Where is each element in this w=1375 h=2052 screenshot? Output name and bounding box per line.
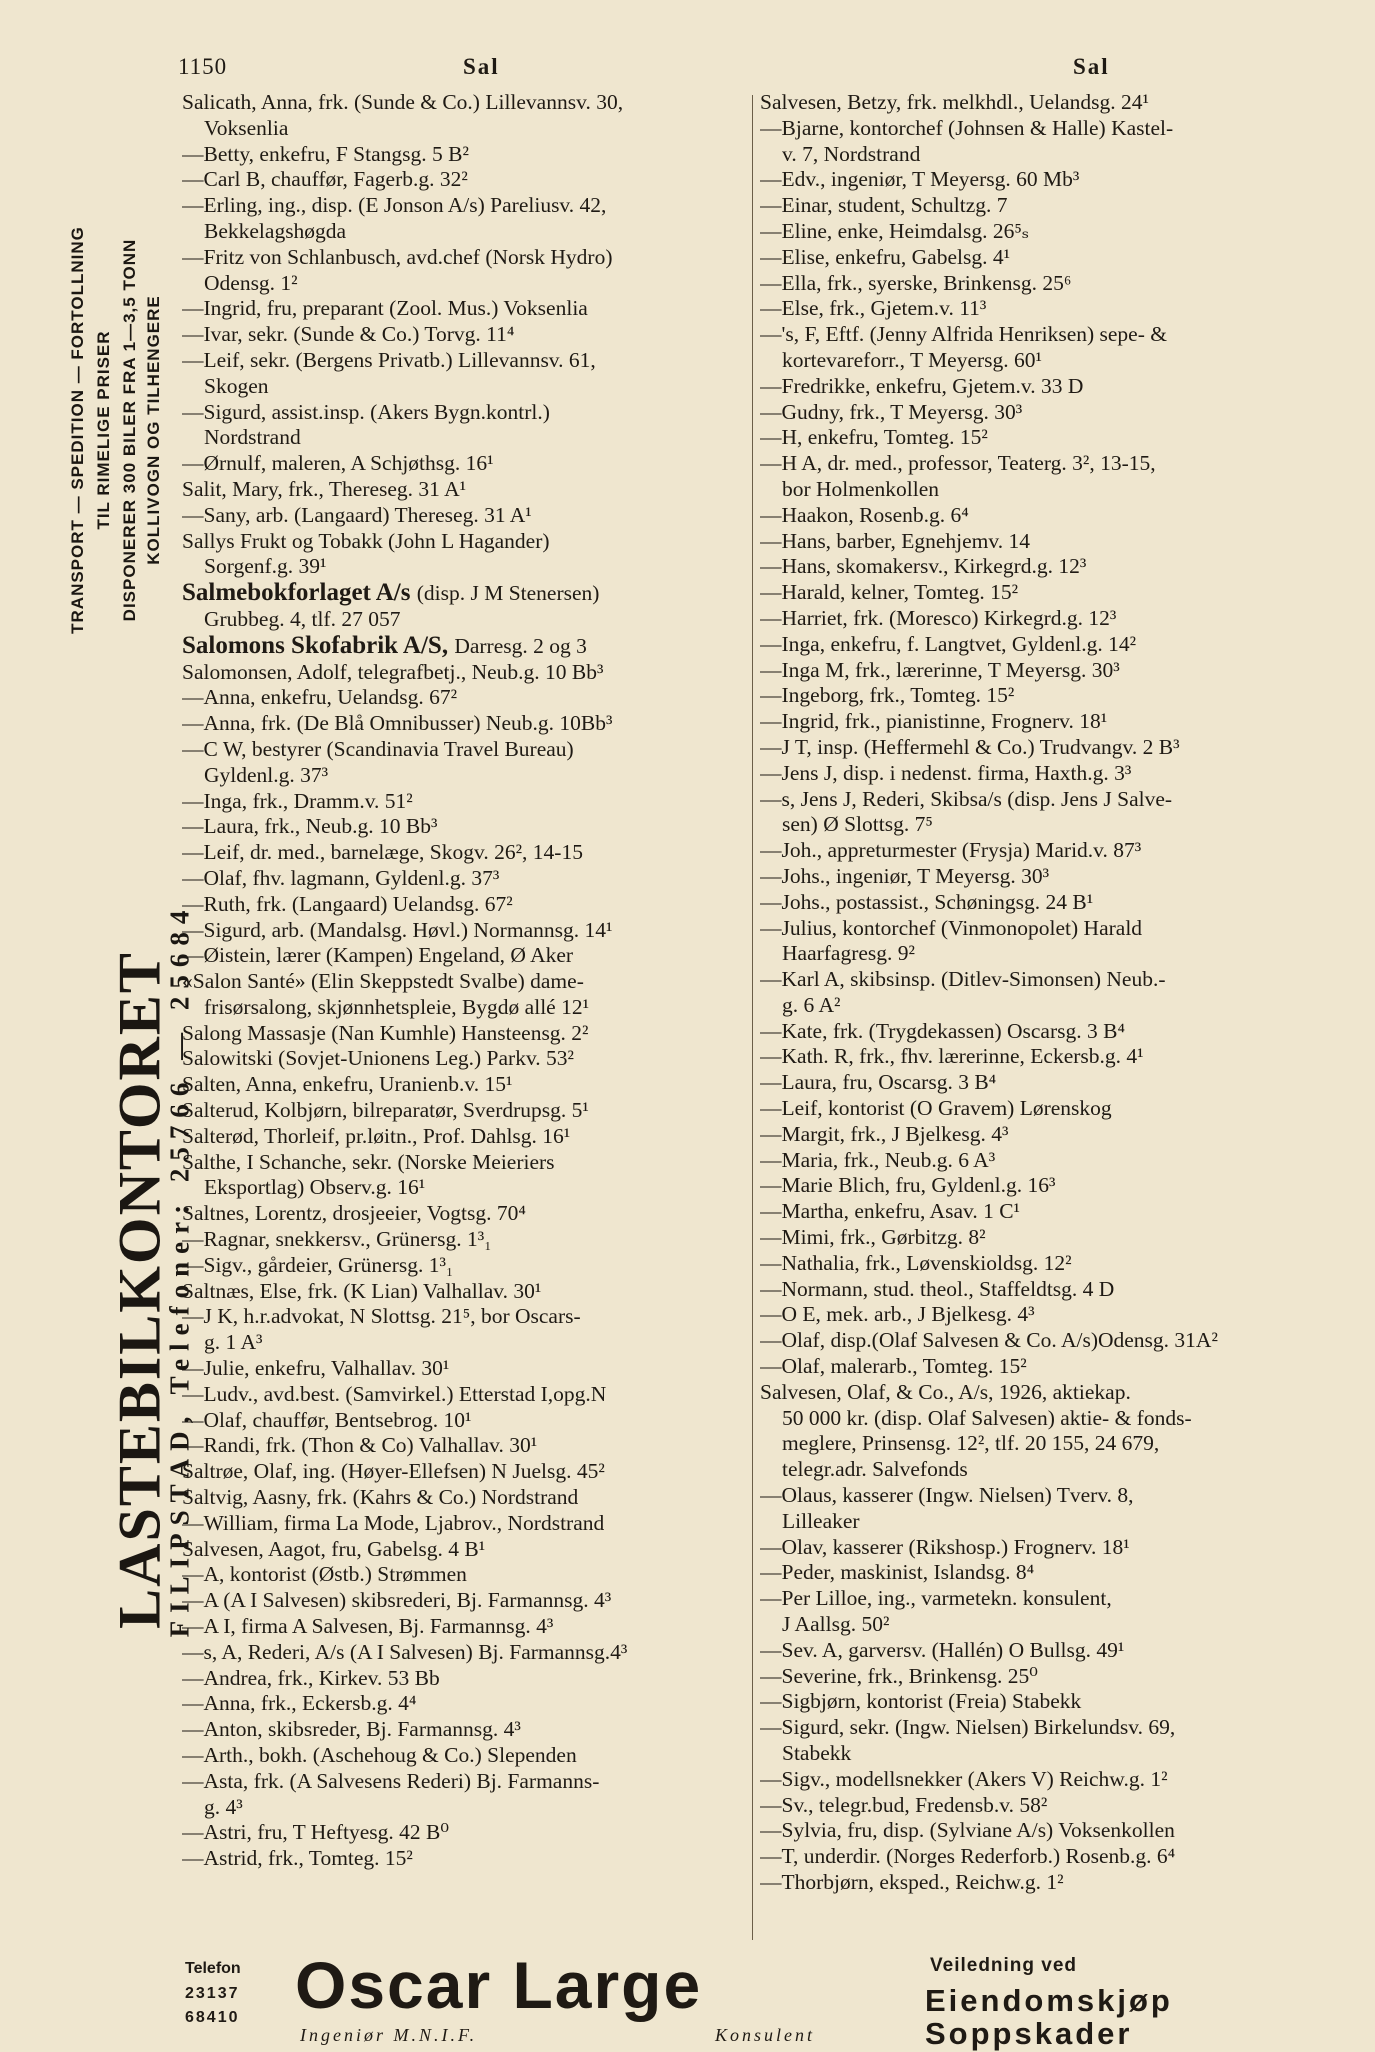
directory-entry: —Arth., bokh. (Aschehoug & Co.) Slependen <box>182 1743 577 1767</box>
directory-entry: telegr.adr. Salvefonds <box>782 1457 968 1482</box>
directory-entry: —A (A I Salvesen) skibsrederi, Bj. Farmannsg. 4³ <box>182 1588 612 1613</box>
directory-entry: —Per Lilloe, ing., varmetekn. konsulent, <box>760 1586 1112 1611</box>
directory-entry: —Fredrikke, enkefru, Gjetem.v. 33 D <box>760 373 1084 398</box>
directory-entry: Salong Massasje (Nan Kumhle) Hansteensg. 2² <box>182 1020 589 1045</box>
directory-entry: Voksenlia <box>204 115 289 140</box>
directory-entry: bor Holmenkollen <box>782 476 940 501</box>
header-left-keyword: Sal <box>463 54 500 79</box>
bottom-advertisement <box>180 1945 1340 2051</box>
directory-entry: Salten, Anna, enkefru, Uranienb.v. 15¹ <box>182 1072 513 1097</box>
page-header <box>178 54 1335 88</box>
directory-entry: Salterud, Kolbjørn, bilreparatør, Sverdrupsg. 5¹ <box>182 1098 589 1123</box>
bottom-ad-tel-2: 68410 <box>185 2009 240 2026</box>
directory-entry: Salowitski (Sovjet-Unionens Leg.) Parkv. 53² <box>182 1046 575 1071</box>
directory-entry: —Betty, enkefru, F Stangsg. 5 B² <box>182 141 469 166</box>
directory-entry: —Jens J, disp. i nedenst. firma, Haxth.g. 3³ <box>760 760 1132 785</box>
directory-entry: —Ruth, frk. (Langaard) Uelandsg. 67² <box>182 891 513 916</box>
directory-entry: —T, underdir. (Norges Rederforb.) Rosenb.g. 6⁴ <box>760 1844 1176 1869</box>
directory-entry: Salvesen, Aagot, fru, Gabelsg. 4 B¹ <box>182 1536 486 1561</box>
directory-entry: Stabekk <box>782 1741 852 1765</box>
directory-entry: Salvesen, Betzy, frk. melkhdl., Uelandsg. 24¹ <box>760 90 1149 114</box>
side-ad-line-1: TRANSPORT — SPEDITION — FORTOLLNING <box>68 226 87 634</box>
directory-entry: —J T, insp. (Heffermehl & Co.) Trudvangv. 2 B³ <box>760 734 1180 759</box>
directory-entry: J Aallsg. 50² <box>782 1612 890 1637</box>
directory-entry: —Edv., ingeniør, T Meyersg. 60 Mb³ <box>760 167 1080 192</box>
directory-entry: —Ragnar, snekkersv., Grünersg. 1³₁ <box>182 1227 492 1252</box>
side-ad-line-3: DISPONERER 300 BILER FRA 1—3,5 TONN <box>120 238 139 622</box>
directory-entry: —Else, frk., Gjetem.v. 11³ <box>760 296 987 321</box>
directory-entry: —Julius, kontorchef (Vinmonopolet) Harald <box>760 915 1143 940</box>
directory-entry: —Severine, frk., Brinkensg. 25⁰ <box>760 1663 1038 1688</box>
directory-entry: Salicath, Anna, frk. (Sunde & Co.) Lillevannsv. 30, <box>182 90 624 114</box>
directory-entry: Saltrøe, Olaf, ing. (Høyer-Ellefsen) N Juelsg. 45² <box>182 1459 605 1484</box>
directory-entry: —Johs., postassist., Schøningsg. 24 B¹ <box>760 889 1094 914</box>
right-column <box>760 90 1335 1896</box>
directory-entry: Sallys Frukt og Tobakk (John L Hagander) <box>182 528 550 553</box>
directory-entry: —Sev. A, garversv. (Hallén) O Bullsg. 49¹ <box>760 1637 1125 1662</box>
directory-entry: —Martha, enkefru, Asav. 1 C¹ <box>760 1199 1021 1224</box>
directory-entry: —H, enkefru, Tomteg. 15² <box>760 425 988 450</box>
directory-entry: —Asta, frk. (A Salvesens Rederi) Bj. Farmanns- <box>182 1768 600 1793</box>
directory-entry: —Leif, dr. med., barnelæge, Skogv. 26², 14-15 <box>182 840 583 865</box>
directory-entry: Salmebokforlaget A/s (disp. J M Stenersen) <box>182 580 600 607</box>
page-number: 1150 <box>178 54 228 79</box>
directory-entry: —Laura, fru, Oscarsg. 3 B⁴ <box>760 1070 997 1095</box>
directory-entry: —Astrid, frk., Tomteg. 15² <box>182 1846 413 1871</box>
directory-entry: —C W, bestyrer (Scandinavia Travel Bureau) <box>182 736 574 761</box>
directory-entry: g. 4³ <box>204 1794 243 1819</box>
directory-entry: —Harriet, frk. (Moresco) Kirkegrd.g. 12³ <box>760 605 1117 630</box>
directory-entry: Salvesen, Olaf, & Co., A/s, 1926, aktiekap. <box>760 1379 1131 1404</box>
directory-entry: —Mimi, frk., Gørbitzg. 8² <box>760 1225 986 1250</box>
directory-entry: Lilleaker <box>782 1508 860 1533</box>
directory-entry: —Elise, enkefru, Gabelsg. 4¹ <box>760 244 1011 269</box>
directory-entry: —Anna, frk., Eckersb.g. 4⁴ <box>182 1691 417 1716</box>
directory-entry: —Carl B, chauffør, Fagerb.g. 32² <box>182 167 468 192</box>
directory-entry: —Sigurd, arb. (Mandalsg. Høvl.) Normannsg. 14¹ <box>182 917 613 942</box>
directory-entry: —Olaf, disp.(Olaf Salvesen & Co. A/s)Odensg. 31A² <box>760 1328 1218 1353</box>
directory-entry: Odensg. 1² <box>204 270 298 295</box>
directory-entry: 50 000 kr. (disp. Olaf Salvesen) aktie- & fonds- <box>782 1405 1192 1430</box>
bottom-ad-service-1: Eiendomskjøp <box>925 1983 1173 2018</box>
header-right-keyword: Sal <box>1073 54 1110 79</box>
directory-entry: —Margit, frk., J Bjelkesg. 4³ <box>760 1121 1009 1146</box>
directory-entry: g. 1 A³ <box>204 1330 263 1355</box>
side-ad-phones: FILIPSTAD, Telefoner: 25766 — 25684 <box>164 902 195 1638</box>
directory-entry: —Olaf, malerarb., Tomteg. 15² <box>760 1354 1027 1379</box>
directory-entry: —Julie, enkefru, Valhallav. 30¹ <box>182 1356 450 1381</box>
directory-entry: —Anna, frk. (De Blå Omnibusser) Neub.g. 10Bb³ <box>182 711 613 736</box>
directory-entry: —Maria, frk., Neub.g. 6 A³ <box>760 1147 996 1172</box>
directory-entry: Salterød, Thorleif, pr.løitn., Prof. Dahlsg. 16¹ <box>182 1123 571 1148</box>
directory-entry: —Thorbjørn, eksped., Reichw.g. 1² <box>760 1869 1064 1894</box>
directory-entry: frisørsalong, skjønnhetspleie, Bygdø allé 12¹ <box>204 994 590 1019</box>
side-ad-line-2: TIL RIMELIGE PRISER <box>94 330 113 530</box>
directory-entry: —Marie Blich, fru, Gyldenl.g. 16³ <box>760 1173 1056 1198</box>
bottom-ad-tel-label: Telefon <box>185 1960 241 1977</box>
directory-entry: —Sylvia, fru, disp. (Sylviane A/s) Voksenkollen <box>760 1818 1175 1843</box>
directory-entry: —Ingrid, frk., pianistinne, Frognerv. 18¹ <box>760 709 1108 734</box>
directory-entry: —Laura, frk., Neub.g. 10 Bb³ <box>182 814 438 839</box>
directory-entry: —Gudny, frk., T Meyersg. 30³ <box>760 399 1023 424</box>
directory-entry: Grubbeg. 4, tlf. 27 057 <box>204 606 401 631</box>
directory-entry: Salthe, I Schanche, sekr. (Norske Meieriers <box>182 1149 555 1174</box>
directory-entry: —Inga M, frk., lærerinne, T Meyersg. 30³ <box>760 657 1120 682</box>
directory-entry: —Joh., appreturmester (Frysja) Marid.v. 87³ <box>760 838 1142 863</box>
directory-entry: —'s, F, Eftf. (Jenny Alfrida Henriksen) sepe- & <box>760 322 1167 347</box>
bottom-ad-service-heading: Veiledning ved <box>930 1955 1078 1976</box>
directory-entry: «Salon Santé» (Elin Skeppstedt Svalbe) dame- <box>182 969 584 994</box>
directory-entry: —Hans, skomakersv., Kirkegrd.g. 12³ <box>760 554 1087 579</box>
directory-entry: Bekkelagshøgda <box>204 218 347 243</box>
directory-entry: —Eline, enke, Heimdalsg. 26⁵ₛ <box>760 218 1030 243</box>
directory-entry: Saltnes, Lorentz, drosjeeier, Vogtsg. 70⁴ <box>182 1201 526 1226</box>
directory-entry: —Sigurd, assist.insp. (Akers Bygn.kontrl.) <box>182 399 550 424</box>
directory-entry: —Sigbjørn, kontorist (Freia) Stabekk <box>760 1689 1082 1714</box>
directory-entry: —A I, firma A Salvesen, Bj. Farmannsg. 4³ <box>182 1614 554 1639</box>
directory-entry: Salit, Mary, frk., Thereseg. 31 A¹ <box>182 476 467 501</box>
directory-entry: —Anton, skibsreder, Bj. Farmannsg. 4³ <box>182 1717 521 1742</box>
side-ad-company-name: LASTEBILKONTORET <box>106 951 173 1629</box>
directory-entry: Nordstrand <box>204 425 301 450</box>
directory-entry: —Johs., ingeniør, T Meyersg. 30³ <box>760 863 1050 888</box>
directory-entry: —A, kontorist (Østb.) Strømmen <box>182 1562 467 1587</box>
directory-entry: —Sigurd, sekr. (Ingw. Nielsen) Birkelundsv. 69, <box>760 1715 1176 1740</box>
directory-entry: —J K, h.r.advokat, N Slottsg. 21⁵, bor Oscars- <box>182 1304 581 1329</box>
directory-entry: —Olaf, fhv. lagmann, Gyldenl.g. 37³ <box>182 865 500 890</box>
directory-entry: —Peder, maskinist, Islandsg. 8⁴ <box>760 1560 1035 1585</box>
directory-entry: —Ørnulf, maleren, A Schjøthsg. 16¹ <box>182 451 494 476</box>
directory-entry: —Ivar, sekr. (Sunde & Co.) Torvg. 11⁴ <box>182 322 515 347</box>
directory-entry: Skogen <box>204 373 269 398</box>
directory-entry: —Normann, stud. theol., Staffeldtsg. 4 D <box>760 1276 1115 1301</box>
side-ad-line-4: KOLLIVOGN OG TILHENGERE <box>144 295 163 565</box>
directory-entry: —Sigv., modellsnekker (Akers V) Reichw.g. 1² <box>760 1766 1168 1791</box>
directory-entry: —Erling, ing., disp. (E Jonson A/s) Pareliusv. 42, <box>182 193 607 218</box>
directory-entry: —s, A, Rederi, A/s (A I Salvesen) Bj. Farmannsg.4³ <box>182 1639 628 1664</box>
directory-entry: —Inga, enkefru, f. Langtvet, Gyldenl.g. 14² <box>760 631 1137 656</box>
directory-entry: —Olav, kasserer (Rikshosp.) Frognerv. 18¹ <box>760 1534 1130 1559</box>
directory-entry: —Ludv., avd.best. (Samvirkel.) Etterstad I,opg.N <box>182 1381 607 1406</box>
left-column <box>182 90 750 1872</box>
directory-entry: —O E, mek. arb., J Bjelkesg. 4³ <box>760 1302 1035 1327</box>
directory-entry: —Inga, frk., Dramm.v. 51² <box>182 788 413 813</box>
directory-entry: sen) Ø Slottsg. 7⁵ <box>782 812 933 837</box>
directory-entry: —Sany, arb. (Langaard) Thereseg. 31 A¹ <box>182 502 532 527</box>
directory-entry: —Anna, enkefru, Uelandsg. 67² <box>182 685 458 710</box>
directory-entry: —Sv., telegr.bud, Fredensb.v. 58² <box>760 1792 1048 1817</box>
side-advertisement <box>30 170 195 1970</box>
directory-entry: —Harald, kelner, Tomteg. 15² <box>760 580 1019 605</box>
directory-entry: meglere, Prinsensg. 12², tlf. 20 155, 24 679, <box>782 1431 1160 1456</box>
directory-entry: —Bjarne, kontorchef (Johnsen & Halle) Kastel- <box>760 115 1174 140</box>
directory-entry: Saltnæs, Else, frk. (K Lian) Valhallav. 30¹ <box>182 1278 542 1303</box>
directory-entry: —Karl A, skibsinsp. (Ditlev-Simonsen) Neub.- <box>760 967 1166 992</box>
bottom-ad-title: Ingeniør M.N.I.F. <box>300 2025 478 2045</box>
directory-entry: —Olaf, chauffør, Bentsebrog. 10¹ <box>182 1407 472 1432</box>
directory-entry: Eksportlag) Observ.g. 16¹ <box>204 1175 426 1200</box>
directory-entry: —William, firma La Mode, Ljabrov., Nordstrand <box>182 1510 605 1535</box>
directory-entry: —Leif, kontorist (O Gravem) Lørenskog <box>760 1096 1112 1121</box>
directory-entry: v. 7, Nordstrand <box>782 141 921 166</box>
directory-entry: kortevareforr., T Meyersg. 60¹ <box>782 347 1042 372</box>
directory-entry: —Einar, student, Schultzg. 7 <box>760 193 1008 218</box>
column-divider <box>752 95 753 1940</box>
directory-entry: —Andrea, frk., Kirkev. 53 Bb <box>182 1665 440 1690</box>
directory-entry: —Fritz von Schlanbusch, avd.chef (Norsk Hydro) <box>182 244 613 269</box>
directory-entry: —Kate, frk. (Trygdekassen) Oscarsg. 3 B⁴ <box>760 1018 1125 1043</box>
directory-entry: —Kath. R, frk., fhv. lærerinne, Eckersb.g. 4¹ <box>760 1044 1144 1069</box>
directory-entry: —Ingrid, fru, preparant (Zool. Mus.) Voksenlia <box>182 296 588 321</box>
directory-entry: Gyldenl.g. 37³ <box>204 762 329 787</box>
directory-entry: —Ingeborg, frk., Tomteg. 15² <box>760 683 1015 708</box>
directory-entry: —H A, dr. med., professor, Teaterg. 3², 13-15, <box>760 451 1156 476</box>
bottom-ad-service-2: Soppskader <box>925 2016 1133 2051</box>
directory-entry: —Olaus, kasserer (Ingw. Nielsen) Tverv. 8, <box>760 1483 1134 1508</box>
directory-entry: —Leif, sekr. (Bergens Privatb.) Lillevannsv. 61, <box>182 347 596 372</box>
bottom-ad-tel-1: 23137 <box>185 1985 240 2002</box>
directory-entry: Haarfagresg. 9² <box>782 941 915 966</box>
directory-entry: —Ella, frk., syerske, Brinkensg. 25⁶ <box>760 270 1072 295</box>
directory-entry: Sorgenf.g. 39¹ <box>204 554 327 579</box>
directory-entry: —Sigv., gårdeier, Grünersg. 1³₁ <box>182 1252 454 1277</box>
bottom-ad-role: Konsulent <box>715 2025 816 2045</box>
bottom-ad-name: Oscar Large <box>295 1948 703 2022</box>
directory-entry: —Nathalia, frk., Løvenskioldsg. 12² <box>760 1250 1072 1275</box>
directory-entry: g. 6 A² <box>782 992 841 1017</box>
directory-entry: —Øistein, lærer (Kampen) Engeland, Ø Aker <box>182 943 574 968</box>
directory-entry: Salomonsen, Adolf, telegrafbetj., Neub.g. 10 Bb³ <box>182 659 604 684</box>
directory-entry: Saltvig, Aasny, frk. (Kahrs & Co.) Nordstrand <box>182 1485 579 1510</box>
directory-entry: —Hans, barber, Egnehjemv. 14 <box>760 528 1030 553</box>
directory-entry: —Astri, fru, T Heftyesg. 42 B⁰ <box>182 1820 449 1845</box>
directory-entry: —Randi, frk. (Thon & Co) Valhallav. 30¹ <box>182 1433 538 1458</box>
directory-entry: —s, Jens J, Rederi, Skibsa/s (disp. Jens J Salve- <box>760 786 1173 811</box>
directory-entry: —Haakon, Rosenb.g. 6⁴ <box>760 502 969 527</box>
directory-entry: Salomons Skofabrik A/S, Darresg. 2 og 3 <box>182 632 587 659</box>
